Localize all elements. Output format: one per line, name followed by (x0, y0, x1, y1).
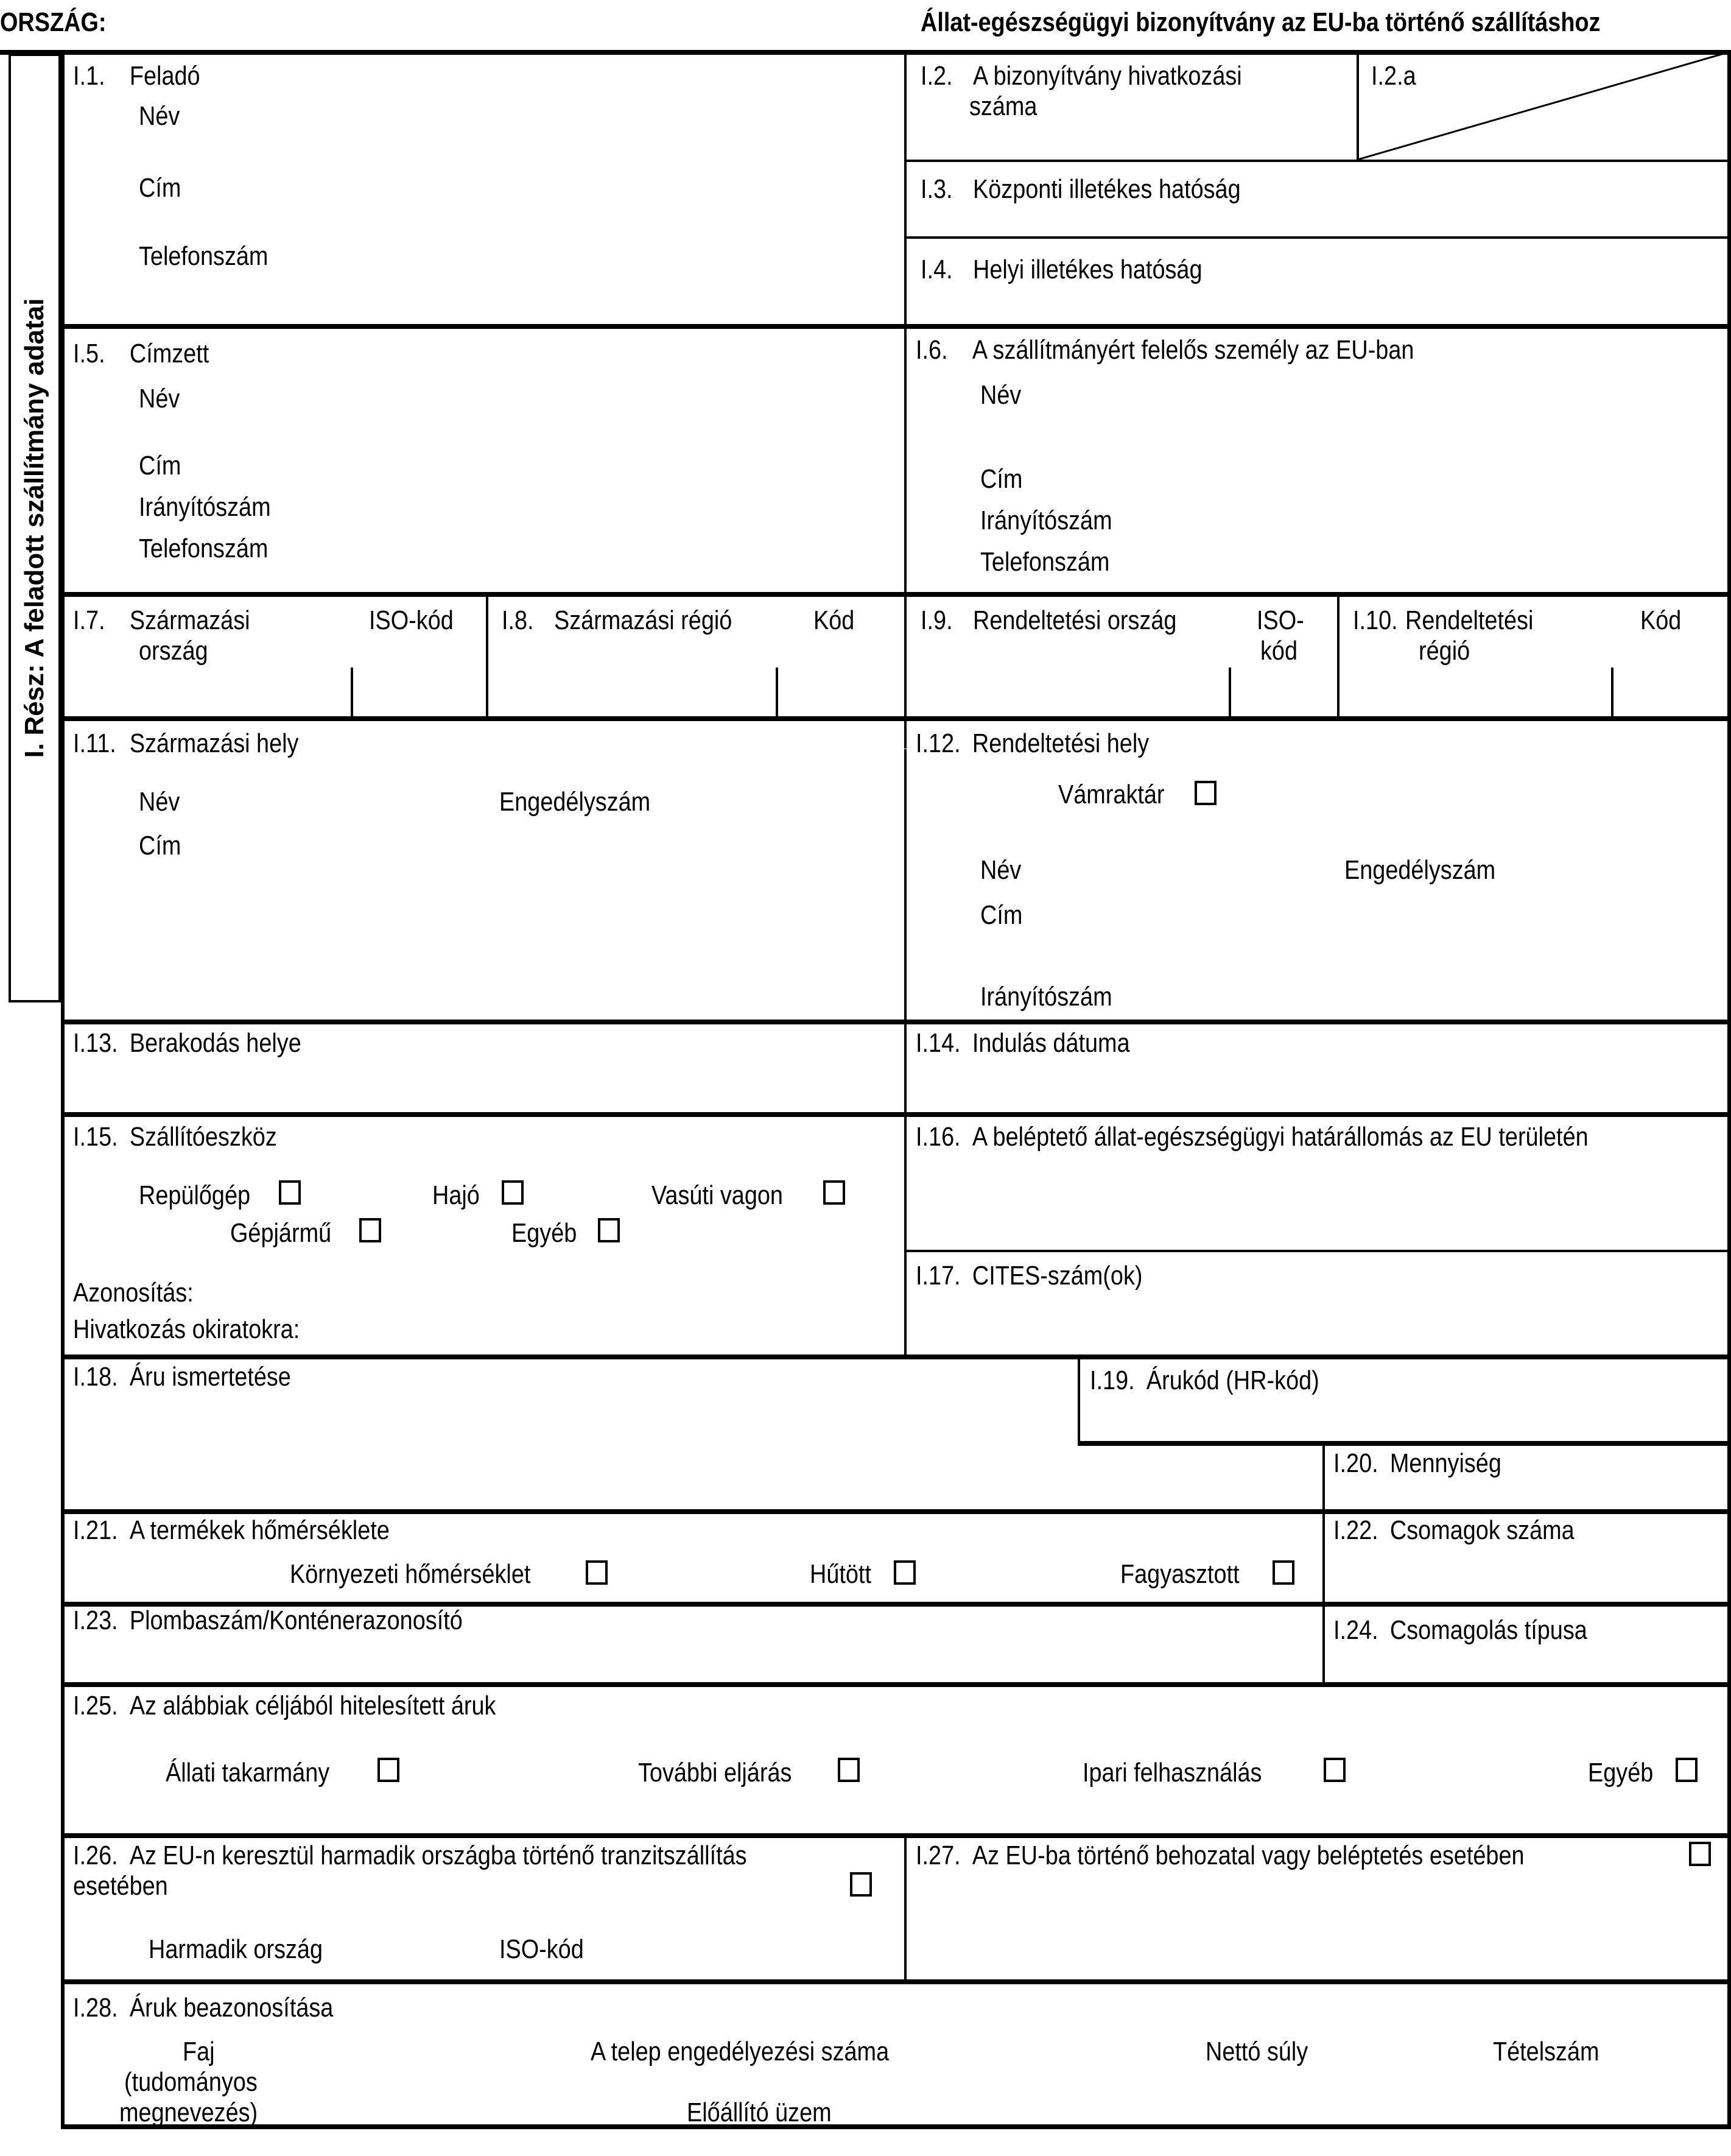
i28-col-lot: Tételszám (1493, 2037, 1599, 2066)
i11-name-label: Név (139, 787, 180, 817)
i12-postcode-label: Irányítószám (980, 982, 1112, 1012)
box-i11-title: I.11. Származási hely (73, 728, 299, 758)
i25-option-other-label: Egyéb (1588, 1758, 1654, 1788)
i25-option-processing-checkbox[interactable] (838, 1758, 860, 1782)
i28-col-species-line1: Faj (183, 2037, 215, 2066)
i9-code-label-line2: kód (1260, 636, 1298, 666)
box-i16-title: I.16. A beléptető állat-egészségügyi határállomás az EU területén (916, 1122, 1589, 1152)
i12-address-label: Cím (980, 900, 1023, 930)
side-banner-text: I. Rész: A feladott szállítmány adatai (19, 298, 49, 758)
box-i2a-label: I.2.a (1371, 61, 1416, 91)
box-i14-title: I.14. Indulás dátuma (916, 1028, 1130, 1058)
box-i27-title: I.27. Az EU-ba történő behozatal vagy beléptetés esetében (916, 1841, 1525, 1870)
i15-option-other-label: Egyéb (511, 1218, 577, 1248)
i15-option-vehicle-checkbox[interactable] (359, 1218, 381, 1242)
i28-col-plant: Előállító üzem (687, 2098, 832, 2127)
box-i10-title-line2: régió (1419, 636, 1470, 666)
split-9-10 (1337, 594, 1340, 719)
i7-code-divider (351, 668, 353, 719)
box-i15-title: I.15. Szállítóeszköz (73, 1122, 277, 1152)
i25-option-industrial-checkbox[interactable] (1324, 1758, 1346, 1782)
box-i5-title: I.5. Címzett (73, 339, 209, 368)
line-below-i13 (61, 1112, 1731, 1117)
i15-option-vehicle-label: Gépjármű (230, 1218, 332, 1248)
box-i23-title: I.23. Plombaszám/Konténerazonosító (73, 1605, 463, 1635)
i25-option-other-checkbox[interactable] (1676, 1758, 1698, 1782)
box-i28-title: I.28. Áruk beazonosítása (73, 1993, 334, 2023)
frame-bottom (61, 2124, 1731, 2129)
box-i6-title: I.6. A szállítmányért felelős személy az EU-ban (916, 335, 1414, 365)
i12-approval-label: Engedélyszám (1344, 855, 1496, 885)
i25-option-feed-checkbox[interactable] (377, 1758, 399, 1782)
line-below-i19 (1078, 1441, 1731, 1446)
i21-option-chilled-checkbox[interactable] (894, 1560, 916, 1585)
box-i7-title: I.7. Származási (73, 605, 250, 635)
i6-phone-label: Telefonszám (980, 547, 1110, 577)
col-split-top (904, 51, 907, 749)
box-i18-title: I.18. Áru ismertetése (73, 1362, 291, 1392)
certificate-title: Állat-egészségügyi bizonyítvány az EU-ba történő szállításhoz (921, 7, 1601, 37)
i26-code-label: ISO-kód (499, 1934, 584, 1964)
split-right-col (1322, 1443, 1325, 1687)
box-i21-title: I.21. A termékek hőmérséklete (73, 1515, 390, 1545)
i6-address-label: Cím (980, 464, 1023, 494)
i21-option-frozen-label: Fagyasztott (1120, 1559, 1240, 1589)
i12-warehouse-label: Vámraktár (1058, 780, 1165, 809)
line-below-i1 (61, 324, 1731, 329)
i28-col-species-line2: (tudományos (124, 2067, 258, 2097)
i1-phone-label: Telefonszám (139, 241, 269, 271)
i21-option-ambient-checkbox[interactable] (586, 1560, 608, 1585)
i15-identification-label: Azonosítás: (73, 1278, 194, 1308)
i21-option-frozen-checkbox[interactable] (1273, 1560, 1294, 1585)
col-split-mid (904, 1021, 907, 1357)
i5-postcode-label: Irányítószám (139, 492, 271, 522)
box-i25-title: I.25. Az alábbiak céljából hitelesített áruk (73, 1691, 496, 1721)
i26-transit-checkbox[interactable] (850, 1872, 872, 1897)
line-below-i23 (61, 1682, 1731, 1687)
i15-option-other-checkbox[interactable] (598, 1218, 620, 1242)
box-i17-title: I.17. CITES-szám(ok) (916, 1261, 1143, 1291)
i15-option-railway-checkbox[interactable] (823, 1180, 845, 1205)
i5-name-label: Név (139, 384, 180, 414)
frame-left (61, 51, 65, 2128)
i11-approval-label: Engedélyszám (499, 787, 651, 817)
i15-option-ship-label: Hajó (432, 1180, 480, 1210)
box-i26-title-line2: esetében (73, 1871, 168, 1901)
i15-option-plane-checkbox[interactable] (279, 1180, 301, 1205)
i25-option-processing-label: További eljárás (638, 1758, 792, 1788)
box-i4-title: I.4. Helyi illetékes hatóság (921, 255, 1203, 284)
i21-option-ambient-label: Környezeti hőmérséklet (290, 1559, 531, 1589)
line-below-i3 (904, 236, 1729, 239)
line-below-i26 (61, 1979, 1731, 1984)
i15-documents-label: Hivatkozás okiratokra: (73, 1314, 300, 1344)
i12-name-label: Név (980, 855, 1022, 885)
i8-code-divider (776, 668, 778, 719)
box-i26-title: I.26. Az EU-n keresztül harmadik országba történő tranzitszállítás (73, 1841, 747, 1870)
col-split-26-27 (904, 1834, 907, 1981)
i21-option-chilled-label: Hűtött (810, 1559, 871, 1589)
i26-third-country-label: Harmadik ország (149, 1934, 323, 1964)
box-i2-title-line2: száma (969, 91, 1038, 121)
i11-address-label: Cím (139, 831, 181, 861)
line-below-i11 (61, 1020, 1731, 1024)
i28-col-net-weight: Nettó súly (1206, 2037, 1308, 2066)
line-below-i2 (904, 160, 1729, 162)
box-i7-title-line2: ország (139, 636, 208, 666)
box-i1-title: I.1. Feladó (73, 61, 200, 91)
box-i13-title: I.13. Berakodás helye (73, 1028, 301, 1058)
box-i2-title: I.2. A bizonyítvány hivatkozási (921, 61, 1242, 91)
i15-option-railway-label: Vasúti vagon (651, 1180, 783, 1210)
split-7-8 (486, 594, 488, 719)
box-i9-title: I.9. Rendeltetési ország (921, 605, 1177, 635)
i27-import-checkbox[interactable] (1689, 1842, 1711, 1866)
i15-option-ship-checkbox[interactable] (502, 1180, 524, 1205)
i9-code-divider (1229, 668, 1231, 719)
line-below-i16 (904, 1250, 1729, 1252)
i1-address-label: Cím (139, 173, 181, 203)
i5-address-label: Cím (139, 451, 181, 481)
box-i12-title: I.12. Rendeltetési hely (916, 728, 1150, 758)
line-below-i18 (61, 1509, 1731, 1514)
i28-col-species-line3: megnevezés) (119, 2098, 258, 2127)
i10-code-label: Kód (1640, 605, 1682, 635)
country-label: ORSZÁG: (0, 7, 107, 37)
line-below-i5 (61, 592, 1731, 597)
i9-code-label-line1: ISO- (1257, 605, 1304, 635)
line-below-i7 (61, 716, 1731, 721)
i8-code-label: Kód (813, 605, 855, 635)
line-below-i15 (61, 1355, 1731, 1359)
i25-option-industrial-label: Ipari felhasználás (1083, 1758, 1262, 1788)
col-split-11-12 (904, 749, 907, 1021)
side-banner (9, 54, 61, 1002)
frame-right (1727, 51, 1731, 2128)
line-below-i25 (61, 1833, 1731, 1838)
i25-option-feed-label: Állati takarmány (166, 1758, 330, 1788)
box-i20-title: I.20. Mennyiség (1333, 1448, 1501, 1478)
box-i8-title: I.8. Származási régió (502, 605, 732, 635)
split-18-19 (1078, 1357, 1080, 1443)
box-i10-title: I.10. Rendeltetési (1353, 605, 1534, 635)
i6-name-label: Név (980, 380, 1022, 410)
box-i19-title: I.19. Árukód (HR-kód) (1090, 1365, 1319, 1395)
box-i3-title: I.3. Központi illetékes hatóság (921, 174, 1241, 204)
i15-option-plane-label: Repülőgép (139, 1180, 251, 1210)
box-i24-title: I.24. Csomagolás típusa (1333, 1615, 1587, 1645)
i6-postcode-label: Irányítószám (980, 506, 1112, 535)
box-i22-title: I.22. Csomagok száma (1333, 1515, 1575, 1545)
i1-name-label: Név (139, 101, 180, 131)
i28-col-establishment: A telep engedélyezési száma (591, 2037, 890, 2066)
i7-code-label: ISO-kód (369, 605, 454, 635)
i5-phone-label: Telefonszám (139, 534, 269, 563)
i10-code-divider (1611, 668, 1613, 719)
i12-warehouse-checkbox[interactable] (1195, 781, 1217, 805)
